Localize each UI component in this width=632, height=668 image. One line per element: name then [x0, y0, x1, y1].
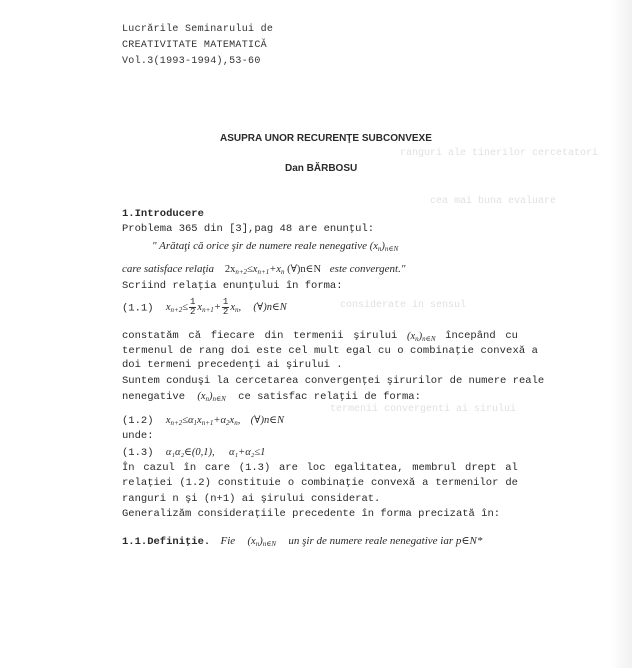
section-heading: 1.Introducere — [122, 208, 204, 220]
problem-quote-line — [122, 263, 405, 279]
justified-line: În cazul în care (1.3) are loc egalitatea, membrul drept al — [122, 462, 518, 474]
body-line: termenul de rang doi este cel mult egal cu o combinaţie convexă a — [122, 345, 539, 357]
journal-series: CREATIVITATE MATEMATICĂ — [122, 40, 267, 51]
body-line: unde: — [122, 430, 154, 442]
fraction-half: $\frac{1}{2}$ — [222, 297, 229, 317]
definition-1-1: 1.1.Definiţie. Fie $(x_n)_{n\in N}$ un şir de numere reale nenegative iar p∈N* — [122, 535, 483, 548]
bleed-through-text: termenii convergenti ai sirului — [330, 404, 517, 415]
journal-volume: Vol.3(1993-1994),53-60 — [122, 56, 261, 67]
sequence-symbol: $(x_n)_{n\in N}$ — [247, 536, 277, 548]
body-line: nenegative $(x_n)_{n\in N}$ ce satisfac relaţii de forma: — [122, 391, 421, 403]
body-line: Problema 365 din [3],pag 48 are enunţul: — [122, 223, 375, 235]
sequence-symbol: $(x_n)_{n\in N}$ — [369, 241, 399, 253]
sequence-symbol: $(x_n)_{n\in N}$ — [407, 331, 436, 343]
body-line: doi termeni precedenţi ai şirului . — [122, 359, 343, 371]
problem-quote-line — [152, 240, 398, 256]
body-line: Scriind relaţia enunţului în forma: — [122, 280, 343, 292]
equation-1-1: (1.1) $x_{n+2}\le$ $\frac{1}{2}$ $x_{n+1}+$ $\frac{1}{2}$ $x_n$, (∀)n∈N — [122, 297, 287, 317]
paper-author: Dan BĂRBOSU — [285, 163, 358, 174]
bleed-through-text: considerate in sensul — [340, 300, 467, 311]
sequence-symbol: $(x_n)_{n\in N}$ — [197, 391, 226, 403]
bleed-through-text: ranguri ale tinerilor cercetatori — [400, 148, 599, 159]
bleed-through-text: cea mai buna evaluare — [430, 196, 557, 207]
equation-label: (1.2) — [122, 415, 154, 427]
justified-line: relaţiei (1.2) constituie o combinaţie convexă a termenilor de — [122, 477, 518, 489]
equation-1-2: (1.2) $x_{n+2}\le\alpha_1x_{n+1}+\alpha_2x_n$, (∀)n∈N — [122, 415, 284, 427]
definition-label: 1.1.Definiţie. — [122, 536, 211, 548]
body-line: ranguri n şi (n+1) ai şirului considerat. — [122, 493, 381, 505]
equation-label: (1.1) — [122, 302, 154, 315]
journal-name: Lucrările Seminarului de — [122, 24, 274, 35]
page-edge-shadow — [610, 0, 632, 668]
quote-text: este convergent." — [329, 263, 406, 275]
equation-1-3: (1.3) α₁α₂∈(0,1), α₁+α₂≤1 — [122, 447, 266, 459]
quote-text: " Arătaţi că orice şir de numere reale nenegative — [152, 240, 367, 252]
paper-title: ASUPRA UNOR RECURENŢE SUBCONVEXE — [220, 133, 432, 144]
fraction-half: $\frac{1}{2}$ — [190, 297, 196, 317]
quote-text: care satisface relaţia — [122, 263, 215, 275]
justified-line: constatăm că fiecare din termenii şirului $(x_n)_{n\in N}$ începând cu — [122, 330, 518, 346]
body-line: Suntem conduşi la cercetarea convergenţei şirurilor de numere reale — [122, 375, 545, 387]
body-line: Generalizăm consideraţiile precedente în forma precizată în: — [122, 508, 501, 520]
equation-label: (1.3) — [122, 447, 154, 459]
recurrence-relation: $2x_{n+2}\le x_{n+1}+x_n$ (∀)n∈N — [224, 264, 322, 276]
